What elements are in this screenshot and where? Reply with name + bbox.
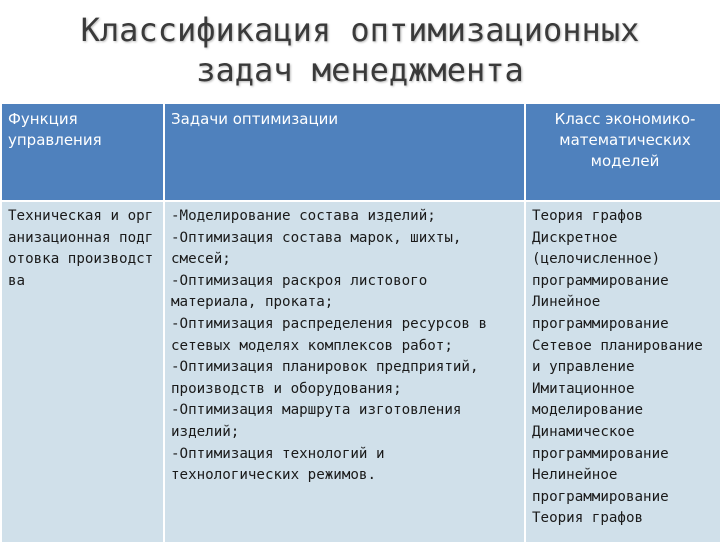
model-item: Динамическое программирование bbox=[532, 423, 669, 462]
slide-title bbox=[0, 10, 720, 90]
task-item: -Оптимизация состава марок, шихты, смесей; bbox=[171, 229, 470, 268]
table-row bbox=[1, 201, 720, 543]
header-models-label: Класс экономико-математических моделей bbox=[554, 110, 696, 170]
task-item: -Моделирование состава изделий; bbox=[171, 208, 436, 224]
cell-tasks bbox=[164, 201, 525, 543]
model-item: Теория графов bbox=[532, 510, 644, 527]
model-item: Нелинейное программирование bbox=[532, 467, 669, 505]
table-header-row bbox=[1, 103, 720, 201]
classification-table bbox=[0, 102, 720, 544]
model-item: Теория графов bbox=[532, 208, 644, 224]
header-function-label: Функция управления bbox=[8, 110, 102, 149]
slide-title-line-2: задач менеджмента bbox=[196, 51, 524, 89]
header-cell-tasks bbox=[164, 103, 525, 201]
task-item: -Оптимизация маршрута изготовления изделий; bbox=[171, 402, 470, 440]
cell-function bbox=[1, 201, 164, 543]
model-item: Имитационное моделирование bbox=[532, 380, 644, 419]
header-cell-models bbox=[525, 103, 720, 201]
tasks-list bbox=[165, 202, 524, 487]
cell-models bbox=[525, 201, 720, 543]
slide-title-line-1: Классификация оптимизационных bbox=[80, 11, 640, 49]
model-item: Линейное программирование bbox=[532, 294, 669, 332]
task-item: -Оптимизация технологий и технологических режимов. bbox=[171, 445, 394, 484]
model-item: Дискретное (целочисленное) программирование bbox=[532, 229, 669, 289]
task-item: -Оптимизация раскроя листового материала, проката; bbox=[171, 272, 436, 311]
function-text: Техническая и организационная подготовка производства bbox=[8, 208, 154, 289]
header-tasks-label: Задачи оптимизации bbox=[171, 110, 339, 128]
task-item: -Оптимизация планировок предприятий, производств и оборудования; bbox=[171, 359, 488, 397]
header-cell-function bbox=[1, 103, 164, 201]
model-item: Сетевое планирование и управление bbox=[532, 337, 712, 376]
task-item: -Оптимизация распределения ресурсов в сетевых моделях комплексов работ; bbox=[171, 315, 496, 354]
models-list bbox=[526, 202, 720, 530]
